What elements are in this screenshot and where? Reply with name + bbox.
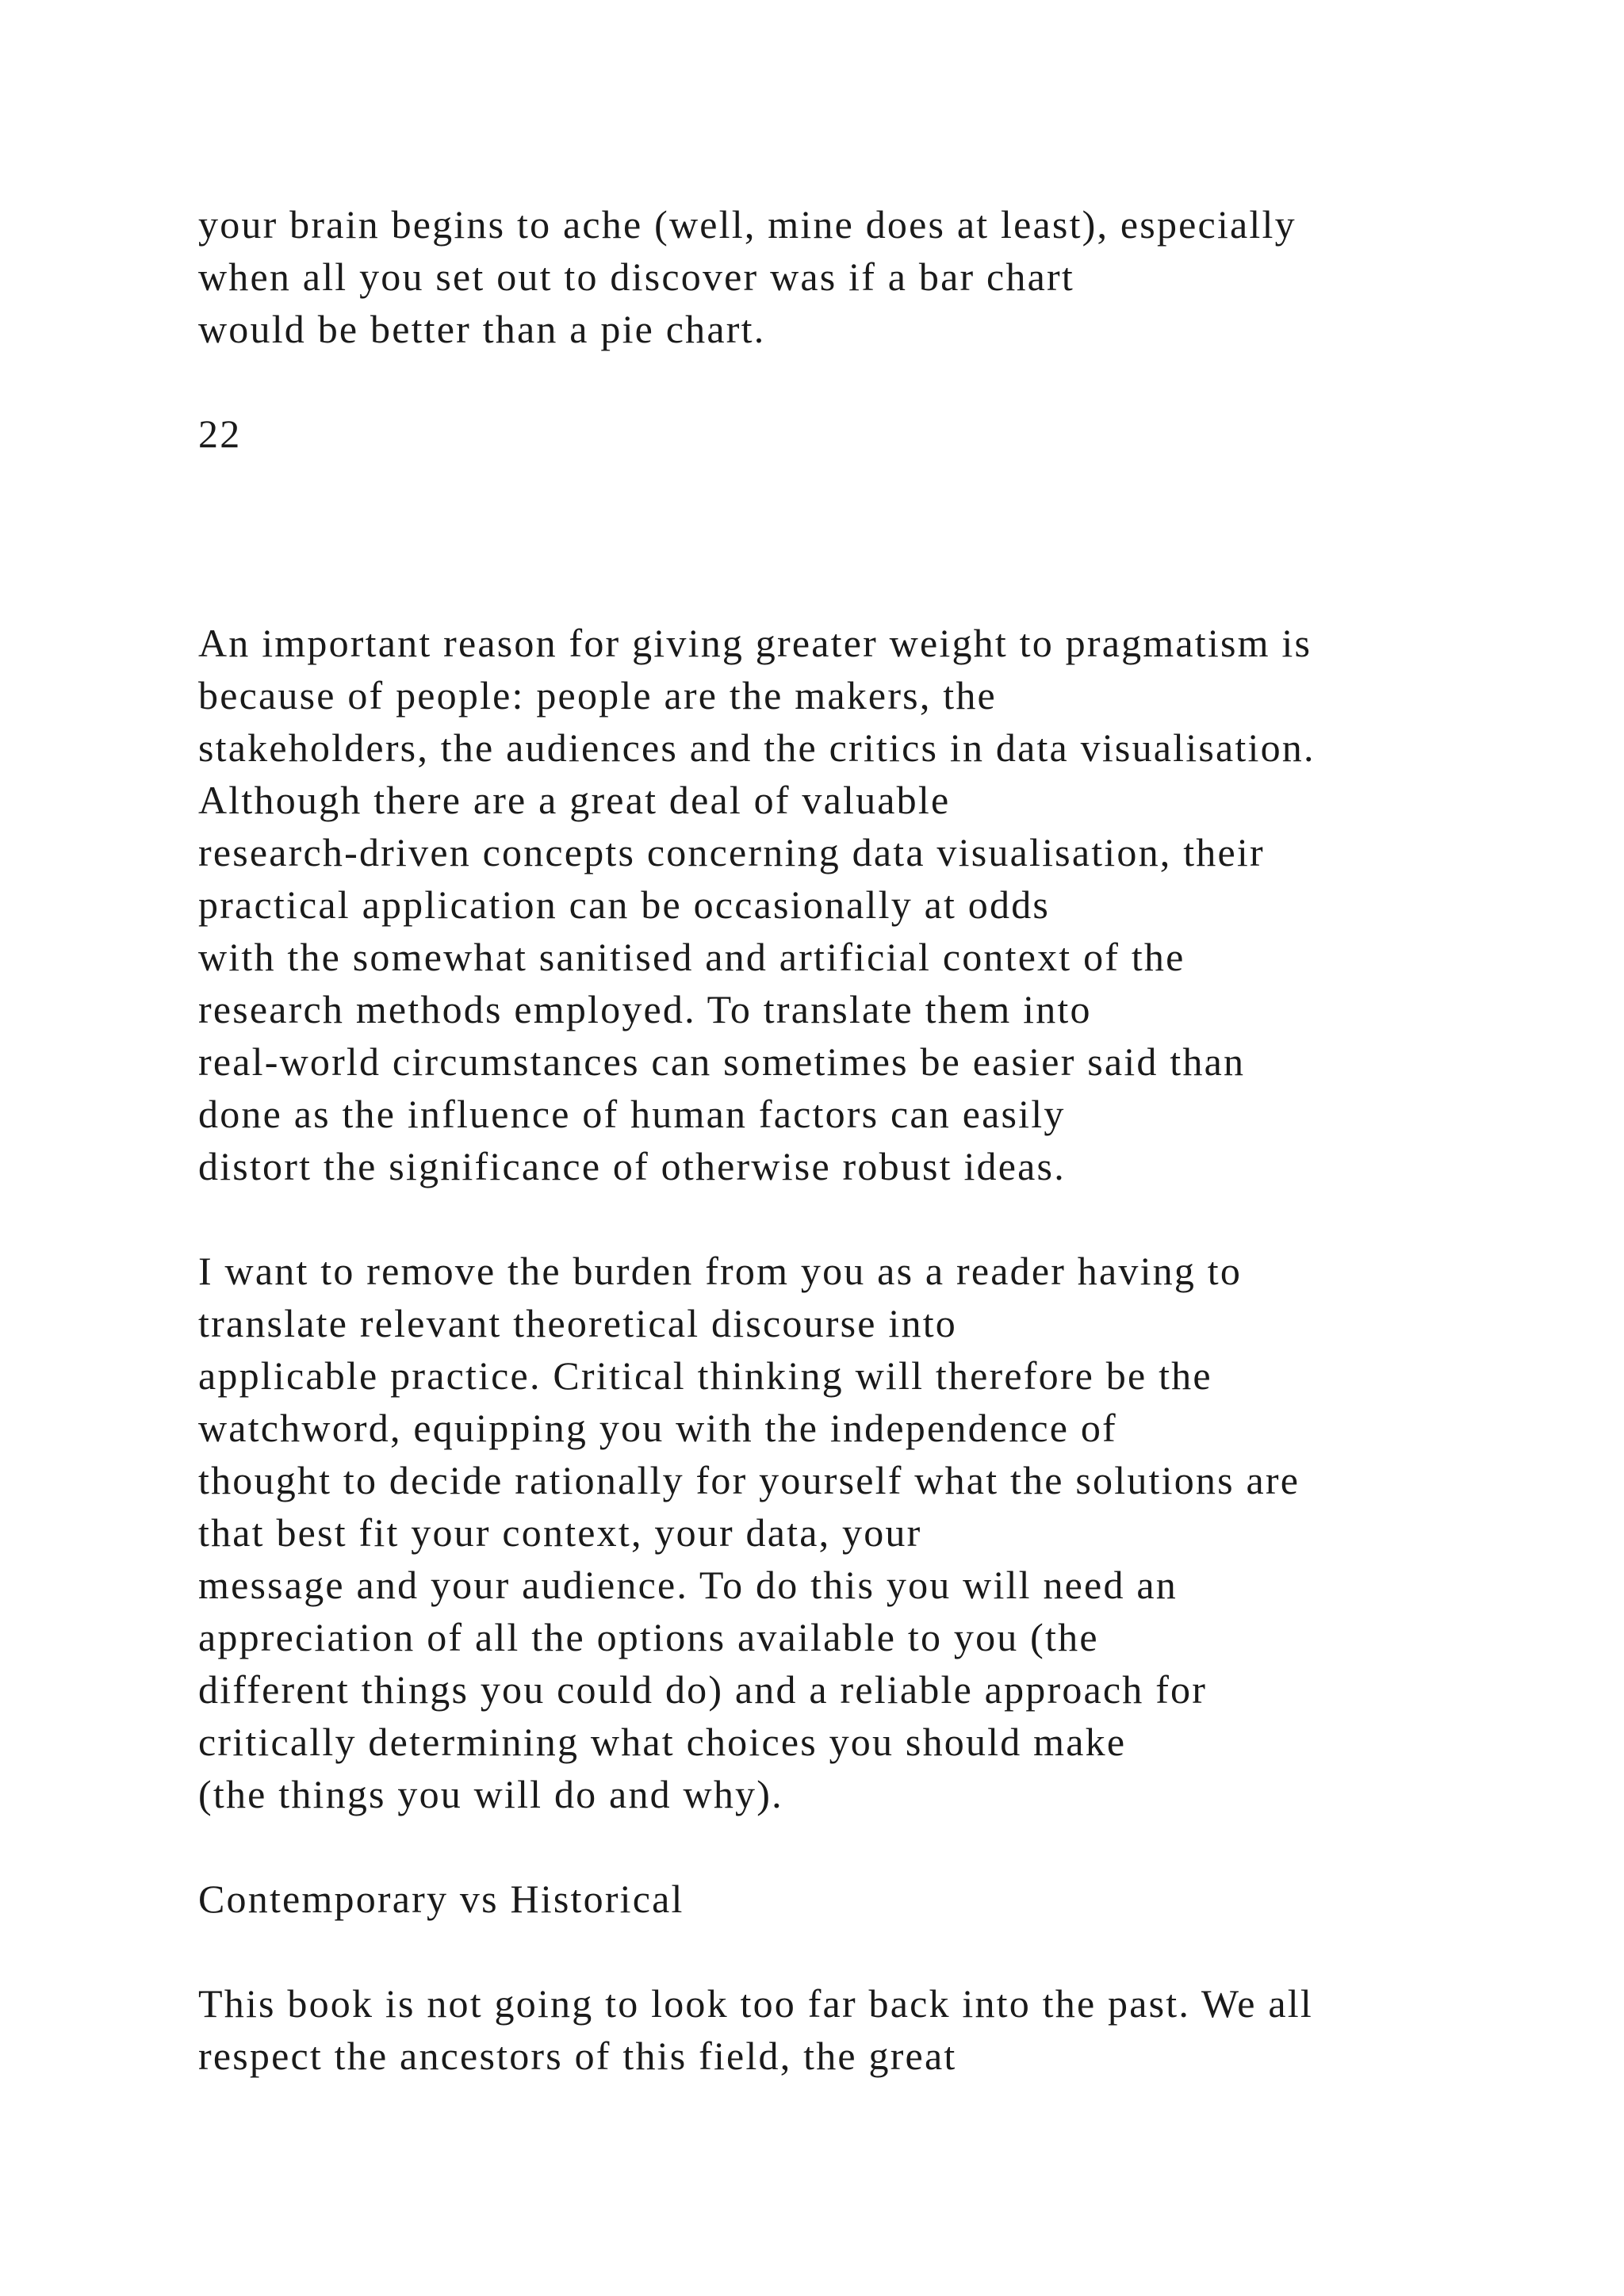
section-heading: Contemporary vs Historical bbox=[198, 1877, 684, 1921]
text-line: applicable practice. Critical thinking will therefore be the bbox=[198, 1353, 1212, 1398]
text-line: Although there are a great deal of valuable bbox=[198, 778, 951, 822]
text-line: watchword, equipping you with the independence of bbox=[198, 1406, 1117, 1450]
text-line: critically determining what choices you should make bbox=[198, 1720, 1127, 1764]
text-line: because of people: people are the makers, the bbox=[198, 673, 997, 718]
text-line: I want to remove the burden from you as a reader having to bbox=[198, 1249, 1243, 1293]
text-line: with the somewhat sanitised and artificial context of the bbox=[198, 935, 1185, 979]
text-line: An important reason for giving greater weight to pragmatism is bbox=[198, 621, 1312, 665]
text-line: that best fit your context, your data, your bbox=[198, 1510, 922, 1555]
text-line: This book is not going to look too far back into the past. We all bbox=[198, 1981, 1313, 2026]
text-line: message and your audience. To do this you will need an bbox=[198, 1563, 1178, 1607]
text-line: would be better than a pie chart. bbox=[198, 307, 766, 351]
text-line: different things you could do) and a reliable approach for bbox=[198, 1667, 1208, 1712]
text-line: translate relevant theoretical discourse into bbox=[198, 1301, 957, 1345]
page-number: 22 bbox=[198, 411, 242, 456]
text-line: your brain begins to ache (well, mine does at least), especially bbox=[198, 202, 1297, 247]
text-line: research-driven concepts concerning data visualisation, their bbox=[198, 830, 1265, 874]
text-line: (the things you will do and why). bbox=[198, 1772, 783, 1816]
text-line: practical application can be occasionally at odds bbox=[198, 882, 1051, 927]
text-line: research methods employed. To translate them into bbox=[198, 987, 1092, 1031]
text-line: done as the influence of human factors can easily bbox=[198, 1092, 1066, 1136]
text-line: thought to decide rationally for yourself what the solutions are bbox=[198, 1458, 1300, 1502]
text-line: respect the ancestors of this field, the great bbox=[198, 2034, 957, 2078]
text-line: real-world circumstances can sometimes be easier said than bbox=[198, 1039, 1246, 1084]
text-line: stakeholders, the audiences and the critics in data visualisation. bbox=[198, 725, 1316, 770]
text-line: when all you set out to discover was if a bar chart bbox=[198, 254, 1074, 299]
text-line: appreciation of all the options available to you (the bbox=[198, 1615, 1099, 1659]
text-line: distort the significance of otherwise robust ideas. bbox=[198, 1144, 1066, 1188]
